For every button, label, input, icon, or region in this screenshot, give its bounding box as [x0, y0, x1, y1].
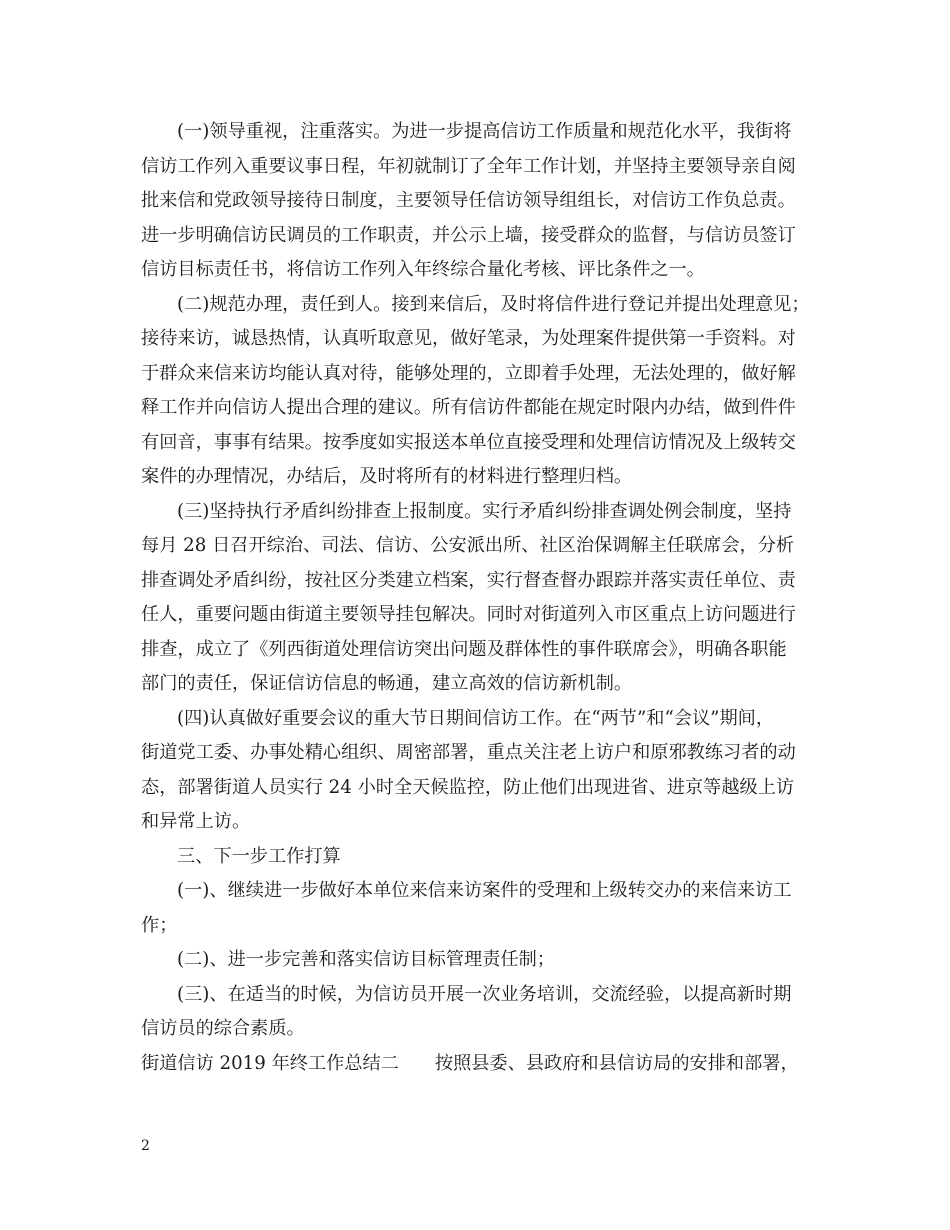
text-line: 案件的办理情况，办结后，及时将所有的材料进行整理归档。: [141, 466, 633, 487]
text-line: 释工作并向信访人提出合理的建议。所有信访件都能在规定时限内办结，做到件件: [141, 397, 796, 418]
text-line: 作；: [141, 914, 178, 936]
text-line: (二)规范办理，责任到人。接到来信后，及时将信件进行登记并提出处理意见；: [177, 293, 810, 315]
text-line: 接待来访，诚恳热情，认真听取意见，做好笔录，为处理案件提供第一手资料。对: [141, 328, 796, 349]
text-line: 和异常上访。: [141, 811, 251, 832]
section-title-line: [141, 1047, 821, 1082]
text-line: 态，部署街道人员实行 24 小时全天候监控，防止他们出现进省、进京等越级上访: [141, 776, 795, 798]
text-line: 批来信和党政领导接待日制度，主要领导任信访领导组组长，对信访工作负总责。: [141, 190, 796, 211]
text-line: (四)认真做好重要会议的重大节日期间信访工作。在“两节”和“会议”期间，: [177, 707, 775, 729]
text-line: 三、下一步工作打算: [177, 845, 341, 867]
text-line: (三)坚持执行矛盾纠纷排查上报制度。实行矛盾纠纷排查调处例会制度，坚持: [177, 500, 792, 522]
body-text: [141, 115, 821, 1081]
text-line: 排查，成立了《列西街道处理信访突出问题及群体性的事件联席会》，明确各职能: [141, 638, 787, 660]
text-line: 信访员的综合素质。: [141, 1018, 305, 1039]
text-line: 部门的责任，保证信访信息的畅通，建立高效的信访新机制。: [141, 673, 633, 694]
text-line: 每月 28 日召开综治、司法、信访、公安派出所、社区治保调解主任联席会，分析: [141, 535, 795, 556]
text-line: 有回音，事事有结果。按季度如实报送本单位直接受理和处理信访情况及上级转交: [141, 431, 796, 453]
continuation-text: 按照县委、县政府和县信访局的安排和部署，: [434, 1052, 799, 1074]
text-line: 街道党工委、办事处精心组织、周密部署，重点关注老上访户和原邪教练习者的动: [141, 742, 796, 763]
page-number: 2: [141, 1138, 150, 1154]
text-line: 于群众来信来访均能认真对待，能够处理的，立即着手处理，无法处理的，做好解: [141, 362, 796, 384]
text-line: 进一步明确信访民调员的工作职责，并公示上墙，接受群众的监督，与信访员签订: [141, 224, 796, 246]
text-line: (二)、进一步完善和落实信访目标管理责任制；: [177, 949, 555, 970]
text-line: (一)领导重视，注重落实。为进一步提高信访工作质量和规范化水平，我街将: [177, 121, 792, 142]
text-line: (三)、在适当的时候，为信访员开展一次业务培训，交流经验，以提高新时期: [177, 983, 792, 1005]
text-line: 信访目标责任书，将信访工作列入年终综合量化考核、评比条件之一。: [141, 259, 705, 280]
text-line: 信访工作列入重要议事日程，年初就制订了全年工作计划，并坚持主要领导亲自阅: [141, 155, 796, 177]
text-line: (一)、继续进一步做好本单位来信来访案件的受理和上级转交办的来信来访工: [177, 880, 792, 901]
text-line: 排查调处矛盾纠纷，按社区分类建立档案，实行督查督办跟踪并落实责任单位、责: [141, 569, 796, 591]
text-line: 任人，重要问题由街道主要领导挂包解决。同时对街道列入市区重点上访问题进行: [141, 604, 796, 625]
section-title: 街道信访 2019 年终工作总结二: [141, 1052, 399, 1074]
